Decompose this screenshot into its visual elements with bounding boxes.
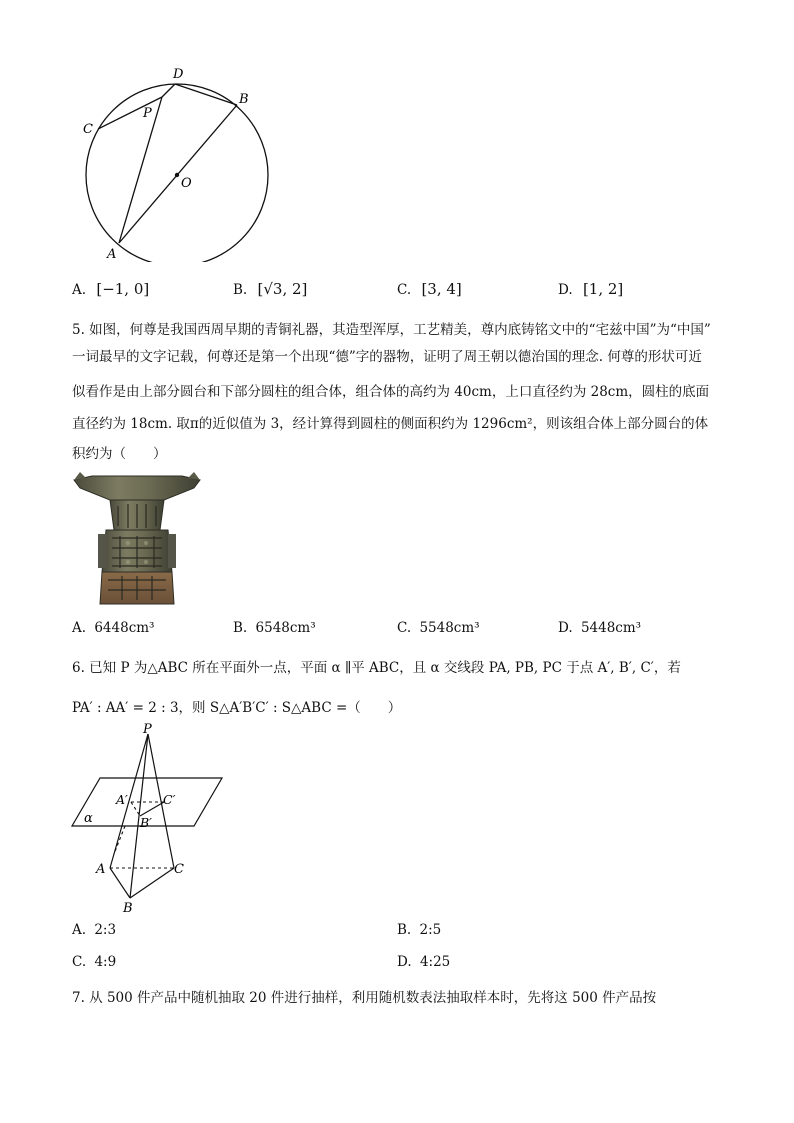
q6-option-b-value: 2:5	[419, 922, 442, 938]
label-b: B	[123, 901, 133, 916]
center-point	[175, 173, 179, 177]
q6-option-b	[397, 922, 441, 938]
q5-option-c-value: 5548cm³	[419, 620, 480, 636]
q4-option-b-value: [√3, 2]	[257, 280, 308, 298]
q6-option-b-letter: B.	[397, 922, 412, 938]
q5-option-c-letter: C.	[397, 620, 412, 636]
q5-option-b-value: 6548cm³	[255, 620, 316, 636]
edge-b1c1	[140, 802, 164, 816]
q4-option-d-value: [1, 2]	[582, 280, 624, 298]
q5-option-a	[72, 620, 154, 636]
chord-cd	[98, 97, 162, 129]
label-a1: A′	[116, 792, 128, 807]
edge-ab	[110, 868, 130, 898]
segment-ap	[119, 97, 162, 243]
q6-line-1: 6. 已知 P 为△ABC 所在平面外一点，平面 α ∥平 ABC，且 α 交线段 PA, PB, PC 于点 A′, B′, C′，若	[72, 660, 681, 676]
q4-option-d	[558, 280, 623, 298]
q6-option-a-value: 2:3	[94, 922, 117, 938]
edge-bc	[130, 868, 174, 898]
edge-a1b1	[131, 802, 140, 816]
bronze-vessel-image	[72, 470, 202, 610]
label-a: A	[107, 247, 117, 262]
hidden-pa	[114, 826, 125, 854]
q7-line-1: 7. 从 500 件产品中随机抽取 20 件进行抽样，利用随机数表法抽取样本时，先将这 500 件产品按	[72, 990, 657, 1006]
q4-option-a-letter: A.	[72, 282, 87, 298]
label-alpha: α	[84, 811, 93, 826]
q4-option-b-letter: B.	[233, 282, 248, 298]
q5-option-b	[233, 620, 316, 636]
q4-option-c-value: [3, 4]	[421, 280, 462, 298]
q5-line-3: 似看作是由上部分圆台和下部分圆柱的组合体，组合体的高约为 40cm，上口直径约为 28cm，圆柱的底面	[72, 384, 710, 400]
q5-option-c	[397, 620, 480, 636]
q4-option-a-value: [−1, 0]	[96, 280, 150, 298]
q4-option-d-letter: D.	[558, 282, 573, 298]
circle-figure	[75, 62, 280, 262]
q5-line-4: 直径约为 18cm. 取π的近似值为 3，经计算得到圆柱的侧面积约为 1296cm²，则该组合体上部分圆台的体	[72, 416, 709, 432]
pyramid-figure	[70, 722, 230, 917]
label-b: B	[239, 92, 249, 107]
q5-option-d-value: 5448cm³	[580, 620, 642, 636]
q5-option-b-letter: B.	[233, 620, 248, 636]
label-p: P	[143, 106, 152, 121]
q6-option-c-value: 4:9	[94, 954, 117, 970]
q5-option-a-value: 6448cm³	[94, 620, 155, 636]
q5-line-5: 积约为（ ）	[72, 446, 167, 462]
q4-option-c-letter: C.	[397, 282, 412, 298]
q6-option-c-letter: C.	[72, 954, 87, 970]
label-o: O	[181, 176, 192, 191]
q6-line-2: PA′ : AA′ = 2 : 3，则 S△A′B′C′ : S△ABC =（ ）	[72, 700, 402, 716]
q5-option-d-letter: D.	[558, 620, 573, 636]
q4-option-b	[233, 280, 307, 298]
label-a: A	[96, 862, 106, 877]
q6-option-d-letter: D.	[397, 954, 412, 970]
q4-option-a	[72, 280, 149, 298]
label-c1: C′	[163, 792, 176, 807]
label-d: D	[173, 67, 184, 82]
q5-line-1: 5. 如图，何尊是我国西周早期的青铜礼器，其造型浑厚，工艺精美，尊内底铸铭文中的“宅兹中国”为“中国”	[72, 322, 711, 338]
q5-option-d	[558, 620, 641, 636]
q5-line-2: 一词最早的文字记载，何尊还是第一个出现“德”字的器物，证明了周王朝以德治国的理念. 何尊的形状可近	[72, 349, 702, 365]
q5-option-a-letter: A.	[72, 620, 87, 636]
q6-option-c	[72, 954, 116, 970]
label-c: C	[83, 122, 93, 137]
label-c: C	[174, 862, 184, 877]
q6-option-d	[397, 954, 450, 970]
q6-option-d-value: 4:25	[419, 954, 451, 970]
label-p: P	[143, 722, 152, 737]
q6-option-a	[72, 922, 116, 938]
q4-option-c	[397, 280, 462, 298]
segment-pd	[162, 84, 175, 97]
label-b1: B′	[140, 815, 153, 830]
q6-option-a-letter: A.	[72, 922, 87, 938]
chord-db	[175, 84, 237, 105]
